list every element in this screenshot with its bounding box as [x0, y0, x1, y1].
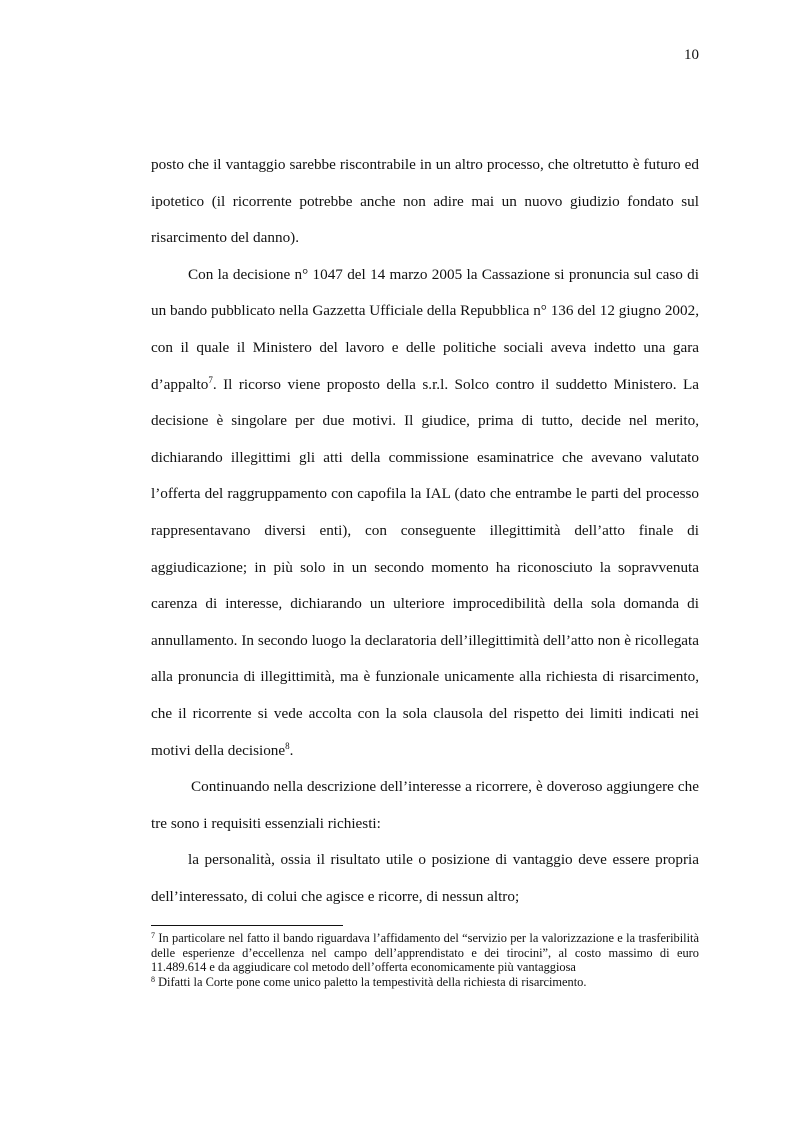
footnote-7: [151, 931, 699, 975]
paragraph-text: Con la decisione n° 1047 del 14 marzo 2005 la Cassazione si pronuncia sul caso di un bando pubblicato nella Gazzetta Ufficiale della Repubblica n° 136 del 12 giugno 2002, con il quale il Ministero del lavoro e delle politiche sociali aveva indetto una gara d’appalto: [151, 265, 699, 393]
paragraph-text: . Il ricorso viene proposto della s.r.l. Solco contro il suddetto Ministero. La decisione è singolare per due motivi. Il giudice, prima di tutto, decide nel merito, dichiarando illegittimi gli atti della commissione esaminatrice che avevano valutato l’offerta del raggruppamento con capofila la IAL (dato che entrambe le parti del processo rappresentavano diversi enti), con conseguente illegittimità dell’atto finale di aggiudicazione; in più solo in un secondo momento ha riconosciuto la sopravvenuta carenza di interesse, dichiarando un ulteriore improcedibilità della sola domanda di annullamento. In secondo luogo la declaratoria dell’illegittimità dell’atto non è ricollegata alla pronuncia di illegittimità, ma è funzionale unicamente alla richiesta di risarcimento, che il ricorrente si vede accolta con la sola clausola del rispetto dei limiti indicati nei motivi della decisione: [151, 375, 699, 759]
paragraph-interesse-ricorrere: Continuando nella descrizione dell’interesse a ricorrere, è doveroso aggiungere che tre sono i requisiti essenziali richiesti:: [151, 778, 699, 832]
paragraph-cassazione-decision: [151, 257, 699, 769]
paragraph-personalita: la personalità, ossia il risultato utile o posizione di vantaggio deve essere propria dell’interessato, di colui che agisce e ricorre, di nessun altro;: [151, 851, 699, 905]
paragraph-continuation: posto che il vantaggio sarebbe riscontrabile in un altro processo, che oltretutto è futuro ed ipotetico (il ricorrente potrebbe anche non adire mai un nuovo giudizio fondato sul risarcimento del danno).: [151, 156, 699, 247]
footnote-number: 7: [151, 931, 155, 940]
paragraph-text: .: [289, 741, 294, 759]
footnote-text: In particolare nel fatto il bando riguardava l’affidamento del “servizio per la valorizzazione e la trasferibilità delle esperienze d’eccellenza nel campo dell’apprendistato e dei tirocini”, al costo massimo di euro 11.489.614 e da aggiudicare col metodo dell’offerta economicamente più vantaggiosa: [151, 931, 699, 975]
page-number: 10: [684, 47, 699, 63]
footnote-divider: [151, 925, 343, 926]
footnote-ref-7: 7: [208, 374, 213, 385]
footnote-number: 8: [151, 974, 155, 984]
footnote-ref-8: 8: [285, 740, 290, 751]
footnote-8: [151, 975, 699, 990]
footnotes: [151, 931, 699, 989]
footnote-text: Difatti la Corte pone come unico paletto la tempestività della richiesta di risarcimento.: [155, 974, 587, 989]
body-text: [151, 147, 699, 915]
